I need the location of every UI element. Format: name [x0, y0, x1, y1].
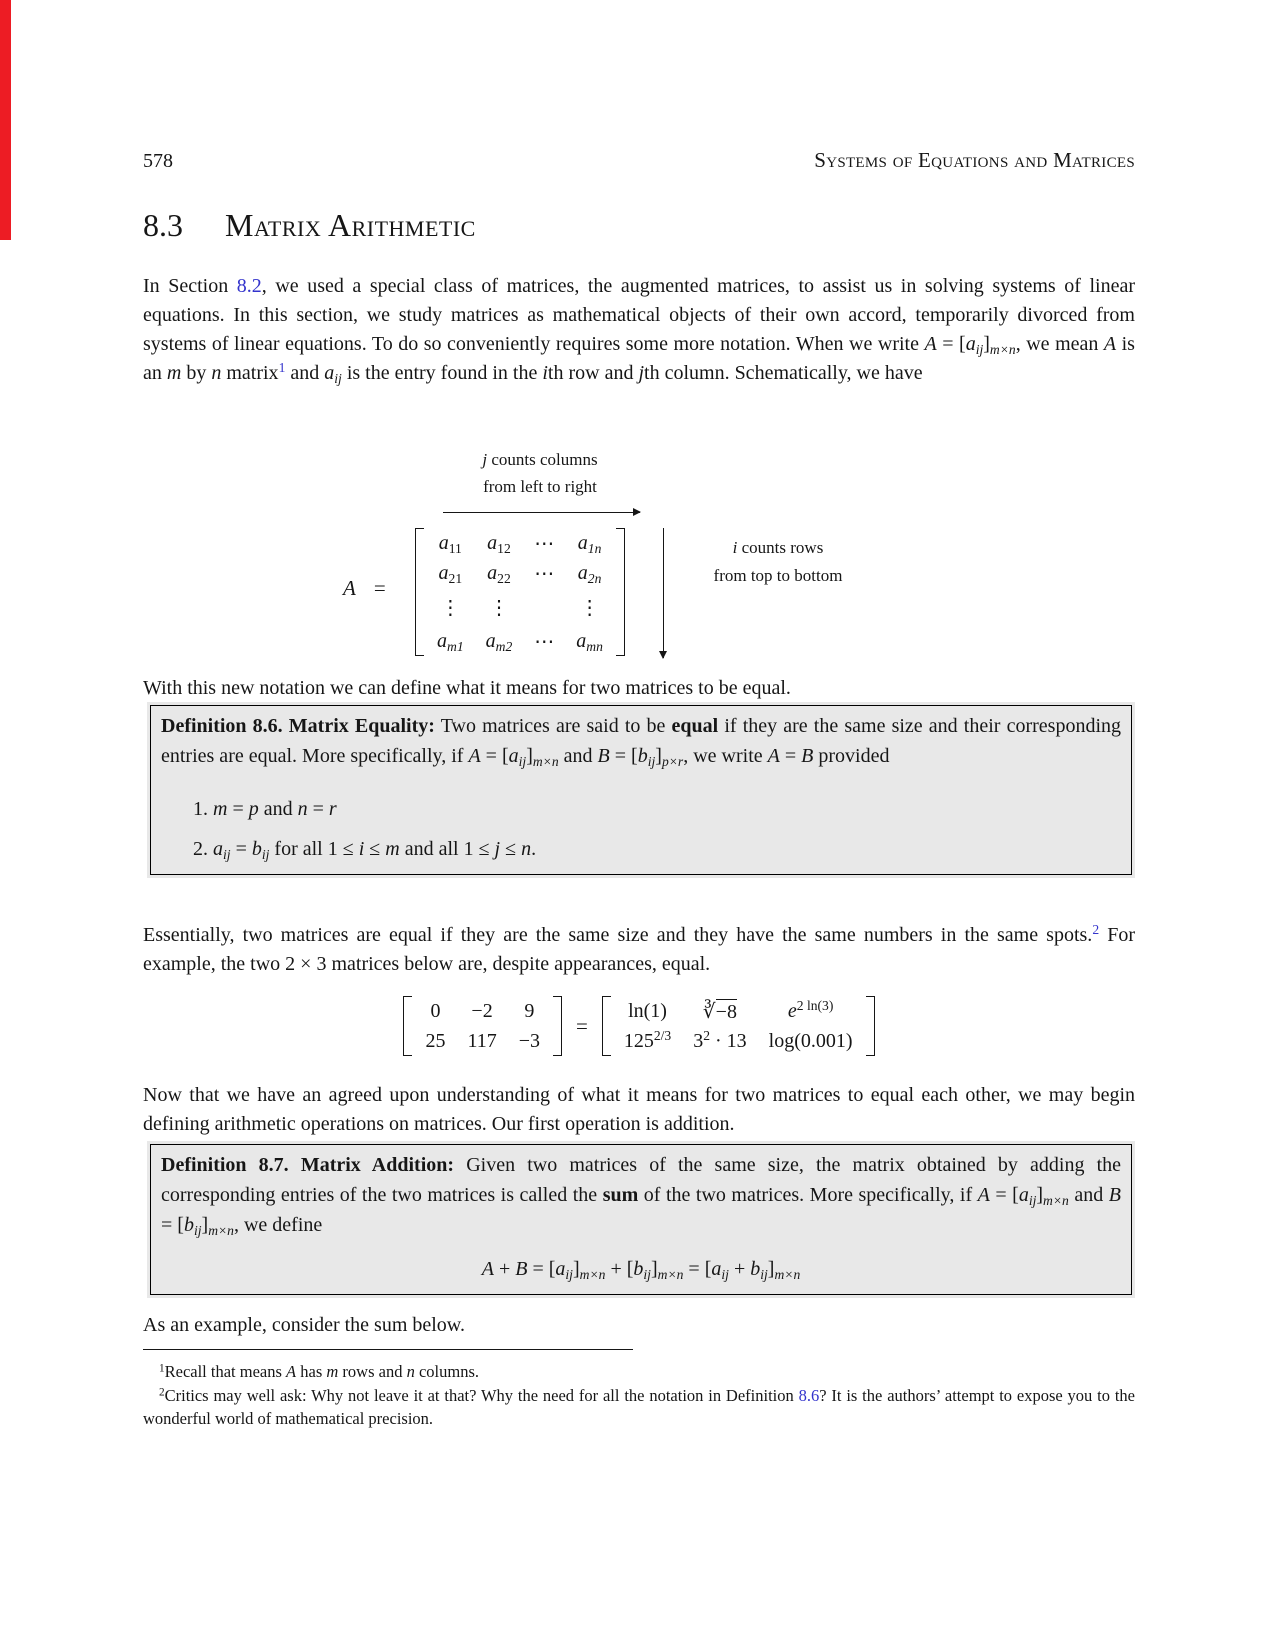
left-bracket — [403, 996, 412, 1056]
equals-sign: = — [373, 576, 386, 600]
matrix-row — [426, 528, 614, 558]
matrix-addition-formula: A + B = [aij]m×n + [bij]m×n = [aij + bij]m×n — [481, 1258, 801, 1282]
cross-reference-link[interactable]: 8.6 — [798, 1386, 820, 1405]
matrix-cell: −2 — [471, 999, 493, 1022]
definition-8-6-frame — [150, 705, 1132, 875]
section-title: Matrix Arithmetic — [225, 207, 476, 243]
right-bracket — [553, 996, 562, 1056]
matrix-row — [613, 996, 864, 1026]
numeric-matrix — [403, 996, 562, 1056]
matrix-cell: a12 — [487, 531, 511, 556]
matrix-cell: a2n — [577, 561, 602, 586]
matrix-cell: log(0.001) — [768, 1029, 853, 1052]
matrix-equality-example — [143, 996, 1135, 1056]
matrix-row — [426, 558, 614, 588]
definition-8-6-box — [147, 702, 1135, 878]
matrix-cell: am2 — [485, 629, 513, 654]
matrix-cell: a21 — [438, 561, 463, 586]
matrix-cell: 25 — [425, 1029, 446, 1052]
matrix-cell: 0 — [430, 999, 441, 1022]
matrix-entries — [426, 528, 614, 656]
matrix-cell: $125^{2/3}$ — [623, 1027, 672, 1052]
running-head: Systems of Equations and Matrices — [814, 148, 1135, 172]
left-bracket — [415, 528, 424, 656]
matrix-row — [414, 996, 551, 1026]
matrix-A-schematic — [415, 528, 625, 656]
matrix-cell — [523, 588, 565, 626]
matrix-cell: ⋯ — [534, 562, 555, 585]
matrix-cell: ln(1) — [628, 999, 667, 1022]
rows-label-line1: i counts rows — [732, 538, 824, 557]
matrix-row — [414, 1026, 551, 1056]
section-number: 8.3 — [143, 207, 183, 243]
rows-label-line2: from top to bottom — [713, 566, 843, 585]
cross-reference-link[interactable]: 8.2 — [236, 275, 262, 297]
footnote-rule — [143, 1349, 633, 1350]
page-number: 578 — [143, 150, 173, 172]
matrix-cell: amn — [576, 629, 603, 654]
definition-8-6-text: Definition 8.6. Matrix Equality: Two matrices are said to be equal if they are the same size and their corresponding entries are equal. More specifically, if A = [aij]m×n and B = [bij]p×r, we write A = B provided — [161, 715, 1122, 769]
definition-8-6-item-1: 1. m = p and n = r — [193, 798, 337, 820]
addition-intro-paragraph: Now that we have an agreed upon understanding of what it means for two matrices to equal each other, we may begin defining arithmetic operations on matrices. Our first operation is addition. — [143, 1084, 1135, 1135]
rows-direction-arrow — [663, 528, 664, 658]
footnote-1: $^1$Recall that means A has m rows and n columns. — [159, 1362, 479, 1381]
cross-reference-link[interactable]: 2 — [1092, 922, 1100, 938]
columns-direction-arrow — [443, 512, 640, 513]
left-bracket — [602, 996, 611, 1056]
matrix-cell: ⋯ — [534, 532, 555, 555]
matrix-cell: ⋮ — [579, 596, 600, 619]
equals-sign: = — [575, 1013, 588, 1038]
definition-8-7-text: Definition 8.7. Matrix Addition: Given two matrices of the same size, the matrix obtained by adding the corresponding entries of the two matrices is called the sum of the two matrices. More specifically, if A = [aij]m×n and B = [bij]m×n, we define — [161, 1154, 1122, 1238]
columns-label-line2: from left to right — [483, 477, 597, 496]
matrix-cell: $e^{2 ln(3)}$ — [787, 997, 834, 1022]
matrix-cell: a1n — [577, 531, 602, 556]
matrix-entries — [414, 996, 551, 1056]
intro-paragraph: In Section 8.2, we used a special class of matrices, the augmented matrices, to assist us in solving systems of linear equations. In this section, we study matrices as mathematical objects of their own accord, temporarily divorced from systems of linear equations. To do so conveniently requires some more notation. When we write A = [aij]m×n, we mean A is an m by n matrix$^1$ and aij is the entry found in the ith row and jth column. Schematically, we have — [143, 275, 1135, 386]
matrix-row — [426, 588, 614, 626]
cross-reference-link[interactable]: 1 — [278, 360, 286, 376]
page-header — [143, 148, 1135, 173]
matrix-cell: 117 — [467, 1029, 497, 1052]
matrix-row — [613, 1026, 864, 1056]
example-intro-line: As an example, consider the sum below. — [143, 1314, 465, 1336]
matrix-cell: ⋮ — [440, 596, 461, 619]
right-bracket — [866, 996, 875, 1056]
matrix-entries — [613, 996, 864, 1056]
matrix-cell: −3 — [518, 1029, 540, 1052]
matrix-lhs — [343, 576, 386, 601]
definition-8-7-box — [147, 1141, 1135, 1298]
matrix-cell: a11 — [438, 531, 462, 556]
matrix-cell: ⋯ — [534, 630, 555, 653]
right-bracket — [616, 528, 625, 656]
expression-matrix — [602, 996, 875, 1056]
footnote-2: $^2$Critics may well ask: Why not leave it at that? Why the need for all the notation in Definition 8.6? It is the authors’ attempt to expose you to the wonderful world of mathematical precision. — [143, 1386, 1135, 1428]
essentially-paragraph: Essentially, two matrices are equal if they are the same size and they have the same numbers in the same spots.$^2$ For example, the two 2 × 3 matrices below are, despite appearances, equal. — [143, 922, 1135, 975]
definition-8-6-item-2: 2. aij = bij for all 1 ≤ i ≤ m and all 1 ≤ j ≤ n. — [193, 838, 537, 862]
matrix-name: A — [343, 576, 356, 600]
matrix-cell: am1 — [437, 629, 464, 654]
matrix-cell: ⋮ — [488, 596, 509, 619]
matrix-cell: a22 — [487, 561, 511, 586]
matrix-row — [426, 626, 614, 656]
section-heading — [143, 208, 476, 243]
matrix-cell: ∛−8 — [702, 1000, 737, 1023]
columns-label-line1: j counts columns — [482, 450, 598, 469]
matrix-cell: 9 — [524, 999, 535, 1022]
matrix-cell: $3^2 \cdot 13$ — [693, 1027, 747, 1052]
equality-intro-line: With this new notation we can define what it means for two matrices to be equal. — [143, 677, 791, 699]
red-edge-marker — [0, 0, 11, 240]
definition-8-7-frame — [150, 1144, 1132, 1295]
